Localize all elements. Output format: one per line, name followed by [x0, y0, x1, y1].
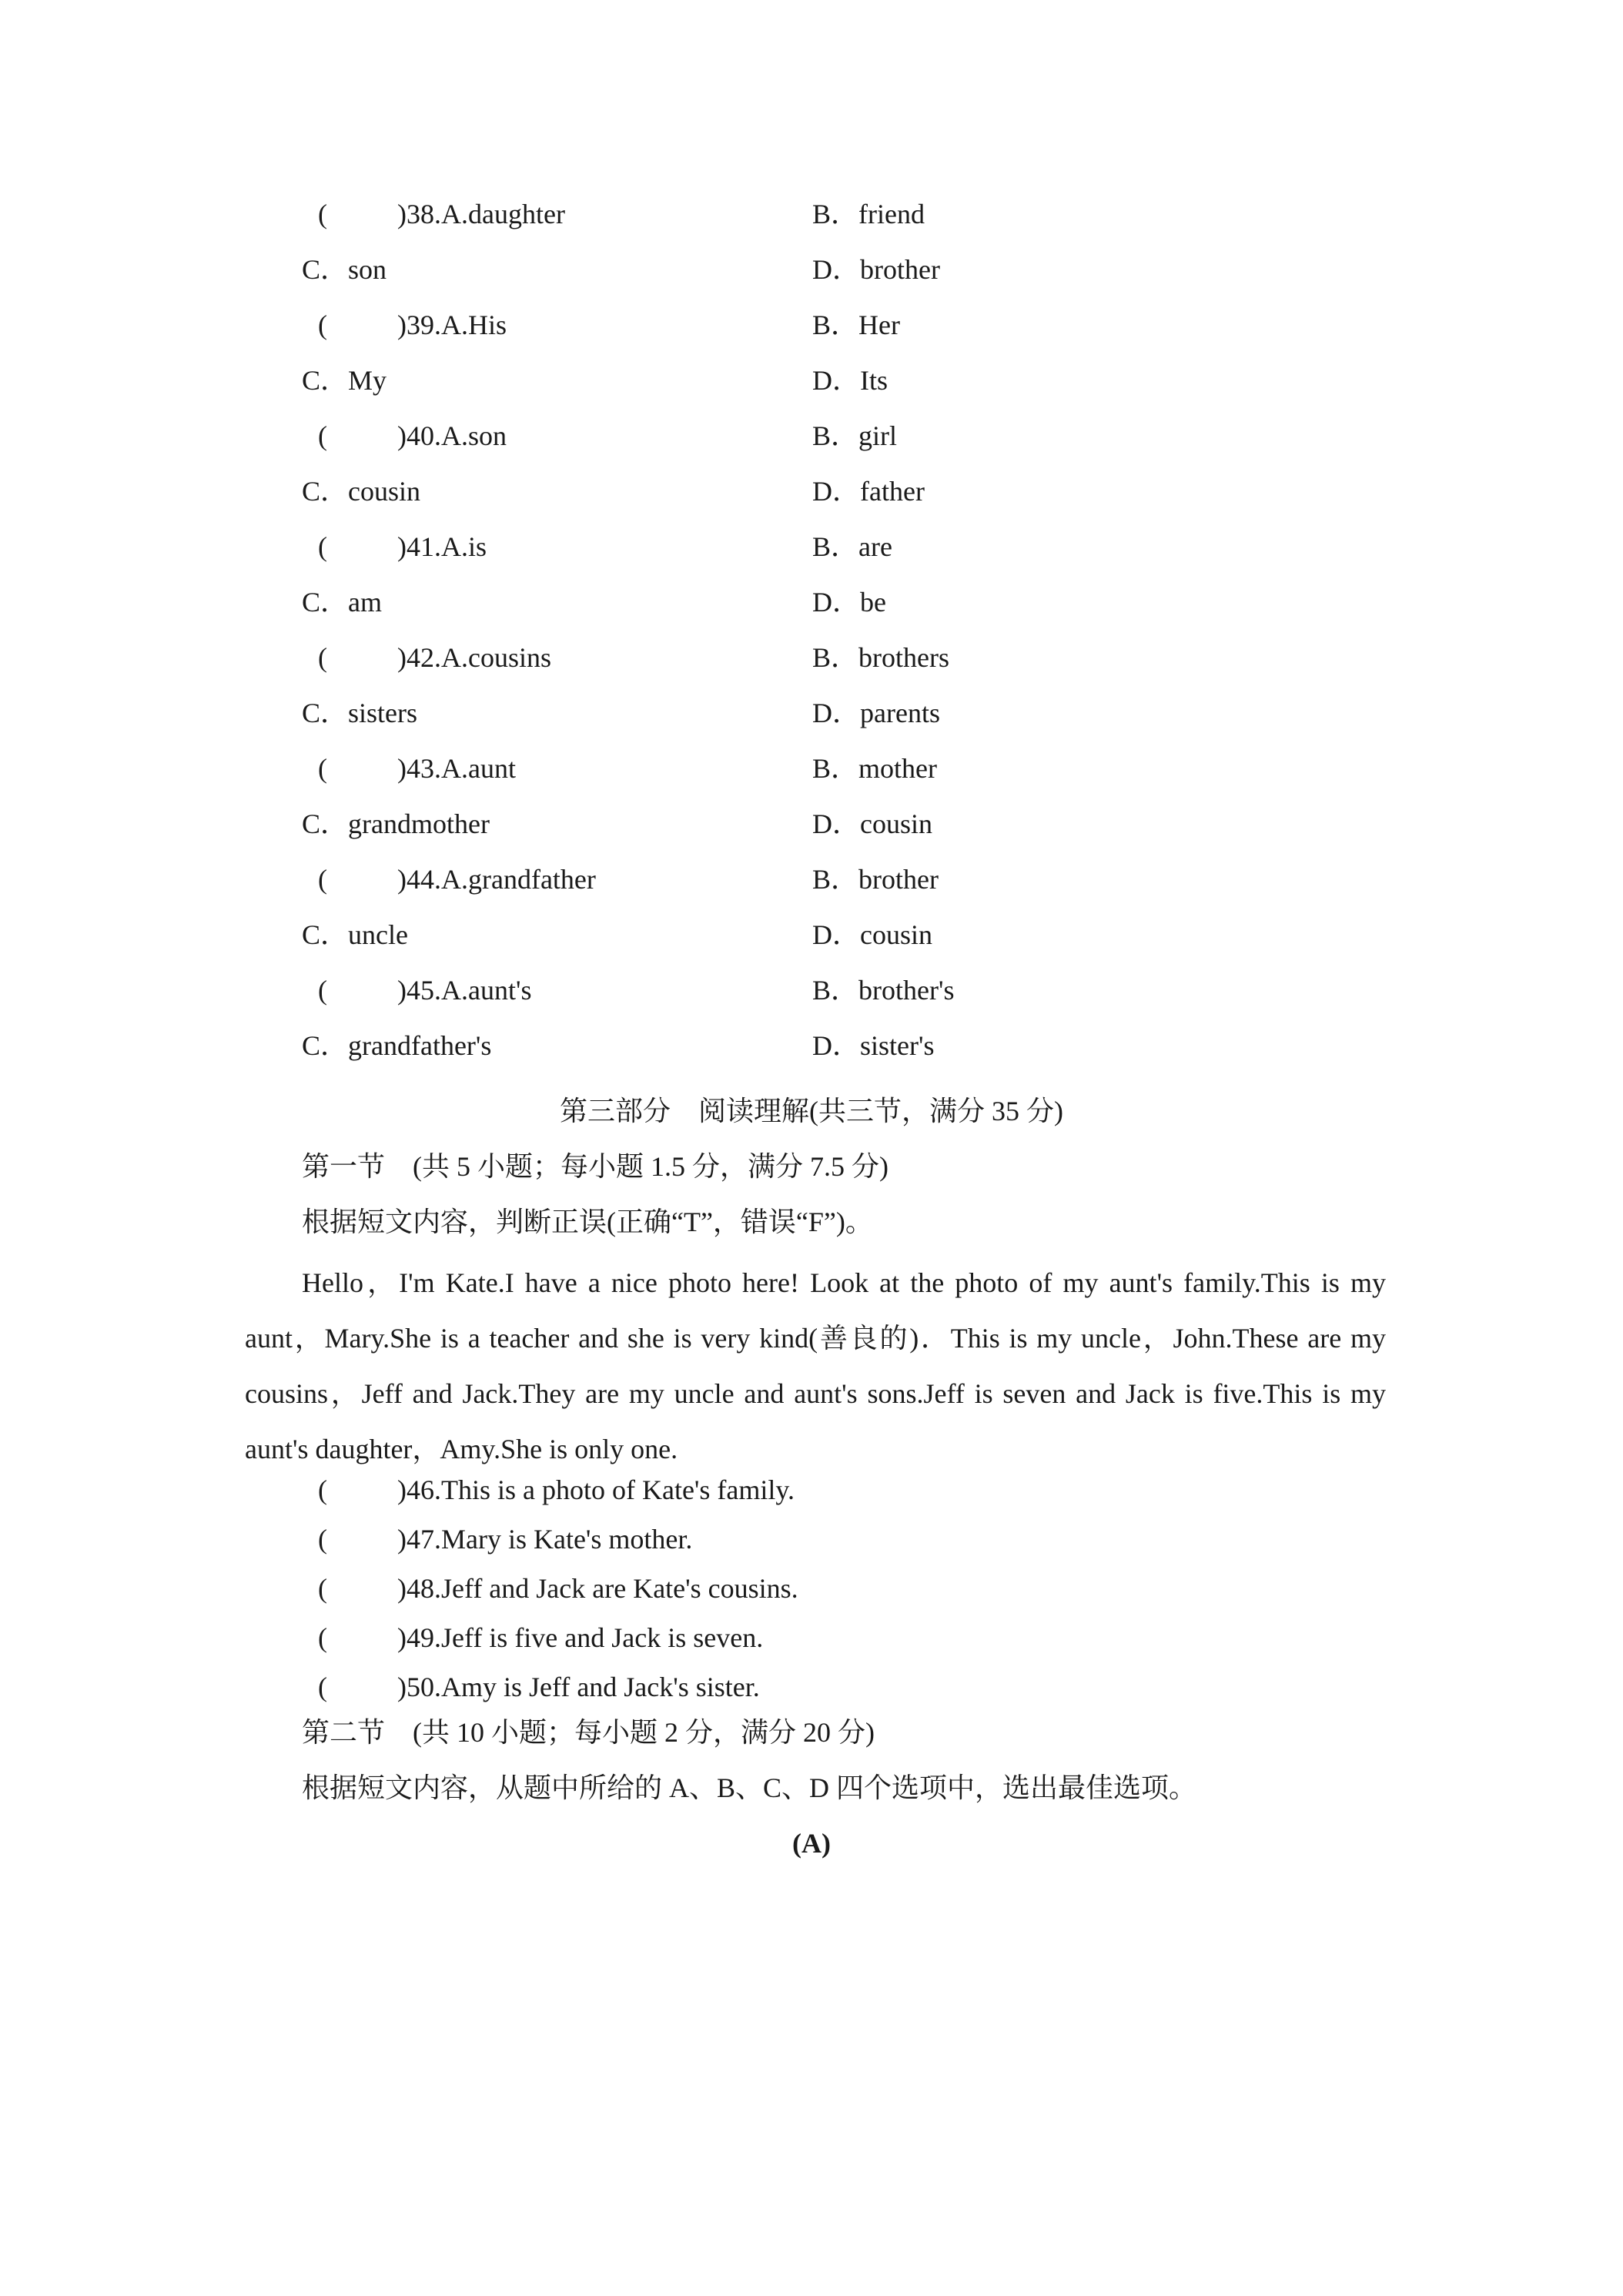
cloze-option-row: [0, 745, 1623, 792]
tf-question: [0, 1565, 1623, 1612]
option-c: C．son: [302, 254, 387, 285]
cloze-option-row: [0, 524, 1623, 570]
answer-paren: (: [318, 1672, 327, 1702]
cloze-option-row: [0, 967, 1623, 1013]
option-b: B．brothers: [812, 642, 949, 673]
answer-paren: (: [318, 1622, 327, 1653]
cloze-option-row: [0, 912, 1623, 958]
tf-question: [0, 1615, 1623, 1661]
option-d: D．be: [812, 587, 886, 618]
option-b: B．friend: [812, 199, 925, 229]
cloze-option-row: [0, 690, 1623, 736]
cloze-option-row: [0, 801, 1623, 847]
option-a: )38.A.daughter: [397, 199, 565, 229]
option-a: )43.A.aunt: [397, 753, 516, 784]
answer-paren: (: [318, 642, 327, 673]
passage-label: (A): [792, 1828, 831, 1859]
tf-question: [0, 1467, 1623, 1513]
option-c: C．sisters: [302, 698, 418, 728]
answer-paren: (: [318, 1524, 327, 1555]
cloze-option-row: [0, 191, 1623, 237]
option-b: B．mother: [812, 753, 937, 784]
section2-title: 第二节 (共 10 小题；每小题 2 分，满分 20 分): [302, 1717, 875, 1748]
option-d: D．parents: [812, 698, 940, 728]
answer-paren: (: [318, 199, 327, 229]
section2-instruction: 根据短文内容，从题中所给的 A、B、C、D 四个选项中，选出最佳选项。: [302, 1772, 1197, 1803]
option-d: D．brother: [812, 254, 940, 285]
option-c: C．cousin: [302, 476, 421, 507]
cloze-option-row: [0, 246, 1623, 293]
cloze-option-row: [0, 302, 1623, 348]
tf-question: [0, 1516, 1623, 1562]
option-b: B．brother's: [812, 975, 955, 1006]
option-a: )39.A.His: [397, 310, 507, 340]
option-d: D．cousin: [812, 919, 932, 950]
option-a: )40.A.son: [397, 420, 507, 451]
option-a: )42.A.cousins: [397, 642, 551, 673]
cloze-option-row: [0, 468, 1623, 514]
cloze-option-row: [0, 357, 1623, 403]
tf-question: [0, 1664, 1623, 1710]
option-a: )45.A.aunt's: [397, 975, 532, 1006]
option-c: C．grandfather's: [302, 1030, 492, 1061]
answer-paren: (: [318, 753, 327, 784]
section1-passage: Hello，I'm Kate.I have a nice photo here! Look at the photo of my aunt's family.This is my aunt，Mary.She is a teacher and she is very kind(善良的)．This is my uncle，John.These are my cousins，Jeff and Jack.They are my uncle and aunt's sons.Jeff is seven and Jack is five.This is my aunt's daughter，Amy.She is only one.: [245, 1267, 1386, 1464]
cloze-option-row: [0, 634, 1623, 681]
section1-instruction: 根据短文内容，判断正误(正确“T”，错误“F”)。: [302, 1207, 873, 1237]
option-c: C．uncle: [302, 919, 408, 950]
answer-paren: (: [318, 420, 327, 451]
option-c: C．am: [302, 587, 382, 618]
option-b: B．are: [812, 531, 892, 562]
answer-paren: (: [318, 1474, 327, 1505]
cloze-option-row: [0, 579, 1623, 625]
option-a: )44.A.grandfather: [397, 864, 596, 895]
option-c: C．grandmother: [302, 808, 490, 839]
cloze-option-row: [0, 856, 1623, 902]
answer-paren: (: [318, 531, 327, 562]
answer-paren: (: [318, 1573, 327, 1604]
option-d: D．father: [812, 476, 925, 507]
question-text: )48.Jeff and Jack are Kate's cousins.: [397, 1573, 798, 1604]
cloze-option-row: [0, 413, 1623, 459]
cloze-option-row: [0, 1022, 1623, 1069]
answer-paren: (: [318, 975, 327, 1006]
answer-paren: (: [318, 864, 327, 895]
question-text: )49.Jeff is five and Jack is seven.: [397, 1622, 764, 1653]
part3-title: 第三部分 阅读理解(共三节，满分 35 分): [560, 1096, 1063, 1126]
option-c: C．My: [302, 365, 387, 396]
section1-title: 第一节 (共 5 小题；每小题 1.5 分，满分 7.5 分): [302, 1151, 888, 1182]
question-text: )46.This is a photo of Kate's family.: [397, 1474, 795, 1505]
answer-paren: (: [318, 310, 327, 340]
question-text: )47.Mary is Kate's mother.: [397, 1524, 693, 1555]
option-b: B．Her: [812, 310, 900, 340]
option-d: D．sister's: [812, 1030, 935, 1061]
option-d: D．cousin: [812, 808, 932, 839]
option-b: B．girl: [812, 420, 898, 451]
option-a: )41.A.is: [397, 531, 487, 562]
option-d: D．Its: [812, 365, 888, 396]
option-b: B．brother: [812, 864, 939, 895]
question-text: )50.Amy is Jeff and Jack's sister.: [397, 1672, 760, 1702]
